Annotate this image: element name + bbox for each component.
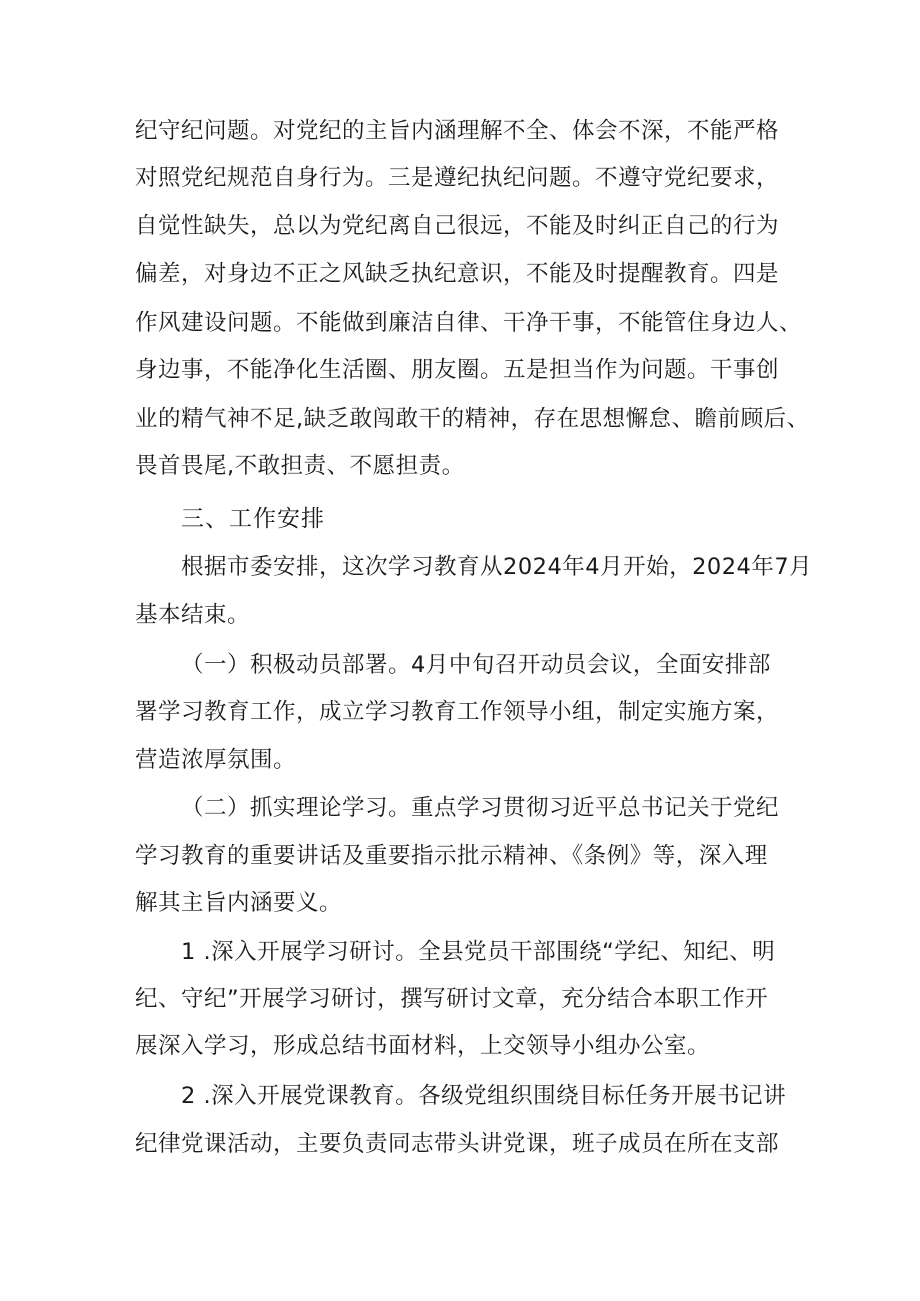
body-text-line: （二）抓实理论学习。重点学习贯彻习近平总书记关于党纪 <box>181 795 780 821</box>
body-text-line: 解其主旨内涵要义。 <box>135 890 343 916</box>
body-text-line: 2 .深入开展党课教育。各级党组织围绕目标任务开展书记讲 <box>181 1083 787 1109</box>
body-text-line: 作风建设问题。不能做到廉洁自律、干净干事，不能管住身边人、 <box>135 310 803 336</box>
body-text-line: 纪守纪问题。对党纪的主旨内涵理解不全、体会不深，不能严格 <box>135 118 780 144</box>
section-heading: 三、工作安排 <box>181 506 325 532</box>
body-text-line: 对照党纪规范自身行为。三是遵纪执纪问题。不遵守党纪要求， <box>135 165 780 191</box>
body-text-line: 纪律党课活动，主要负责同志带头讲党课，班子成员在所在支部 <box>135 1131 780 1157</box>
body-text-line: 身边事，不能净化生活圈、朋友圈。五是担当作为问题。干事创 <box>135 357 780 383</box>
body-text-line: （一）积极动员部署。4月中旬召开动员会议，全面安排部 <box>181 652 771 678</box>
body-text-line: 偏差，对身边不正之风缺乏执纪意识，不能及时提醒教育。四是 <box>135 261 780 287</box>
body-text-line: 自觉性缺失，总以为党纪离自己很远，不能及时纠正自己的行为 <box>135 213 780 239</box>
body-text-line: 营造浓厚氛围。 <box>135 747 297 773</box>
body-text-line: 基本结束。 <box>135 602 251 628</box>
body-text-line: 畏首畏尾,不敢担责、不愿担责。 <box>135 453 465 479</box>
body-text-line: 1 .深入开展学习研讨。全县党员干部围绕“学纪、知纪、明 <box>181 939 776 965</box>
body-text-line: 学习教育的重要讲话及重要指示批示精神、《条例》等，深入理 <box>135 843 768 869</box>
body-text-line: 业的精气神不足,缺乏敢闯敢干的精神，存在思想懈怠、瞻前顾后、 <box>135 406 810 432</box>
body-text-line: 署学习教育工作，成立学习教育工作领导小组，制定实施方案， <box>135 699 780 725</box>
body-text-line: 纪、守纪”开展学习研讨，撰写研讨文章，充分结合本职工作开 <box>135 986 769 1012</box>
body-text-line: 展深入学习，形成总结书面材料，上交领导小组办公室。 <box>135 1033 711 1059</box>
body-text-line: 根据市委安排，这次学习教育从2024年4月开始，2024年7月 <box>181 554 813 580</box>
